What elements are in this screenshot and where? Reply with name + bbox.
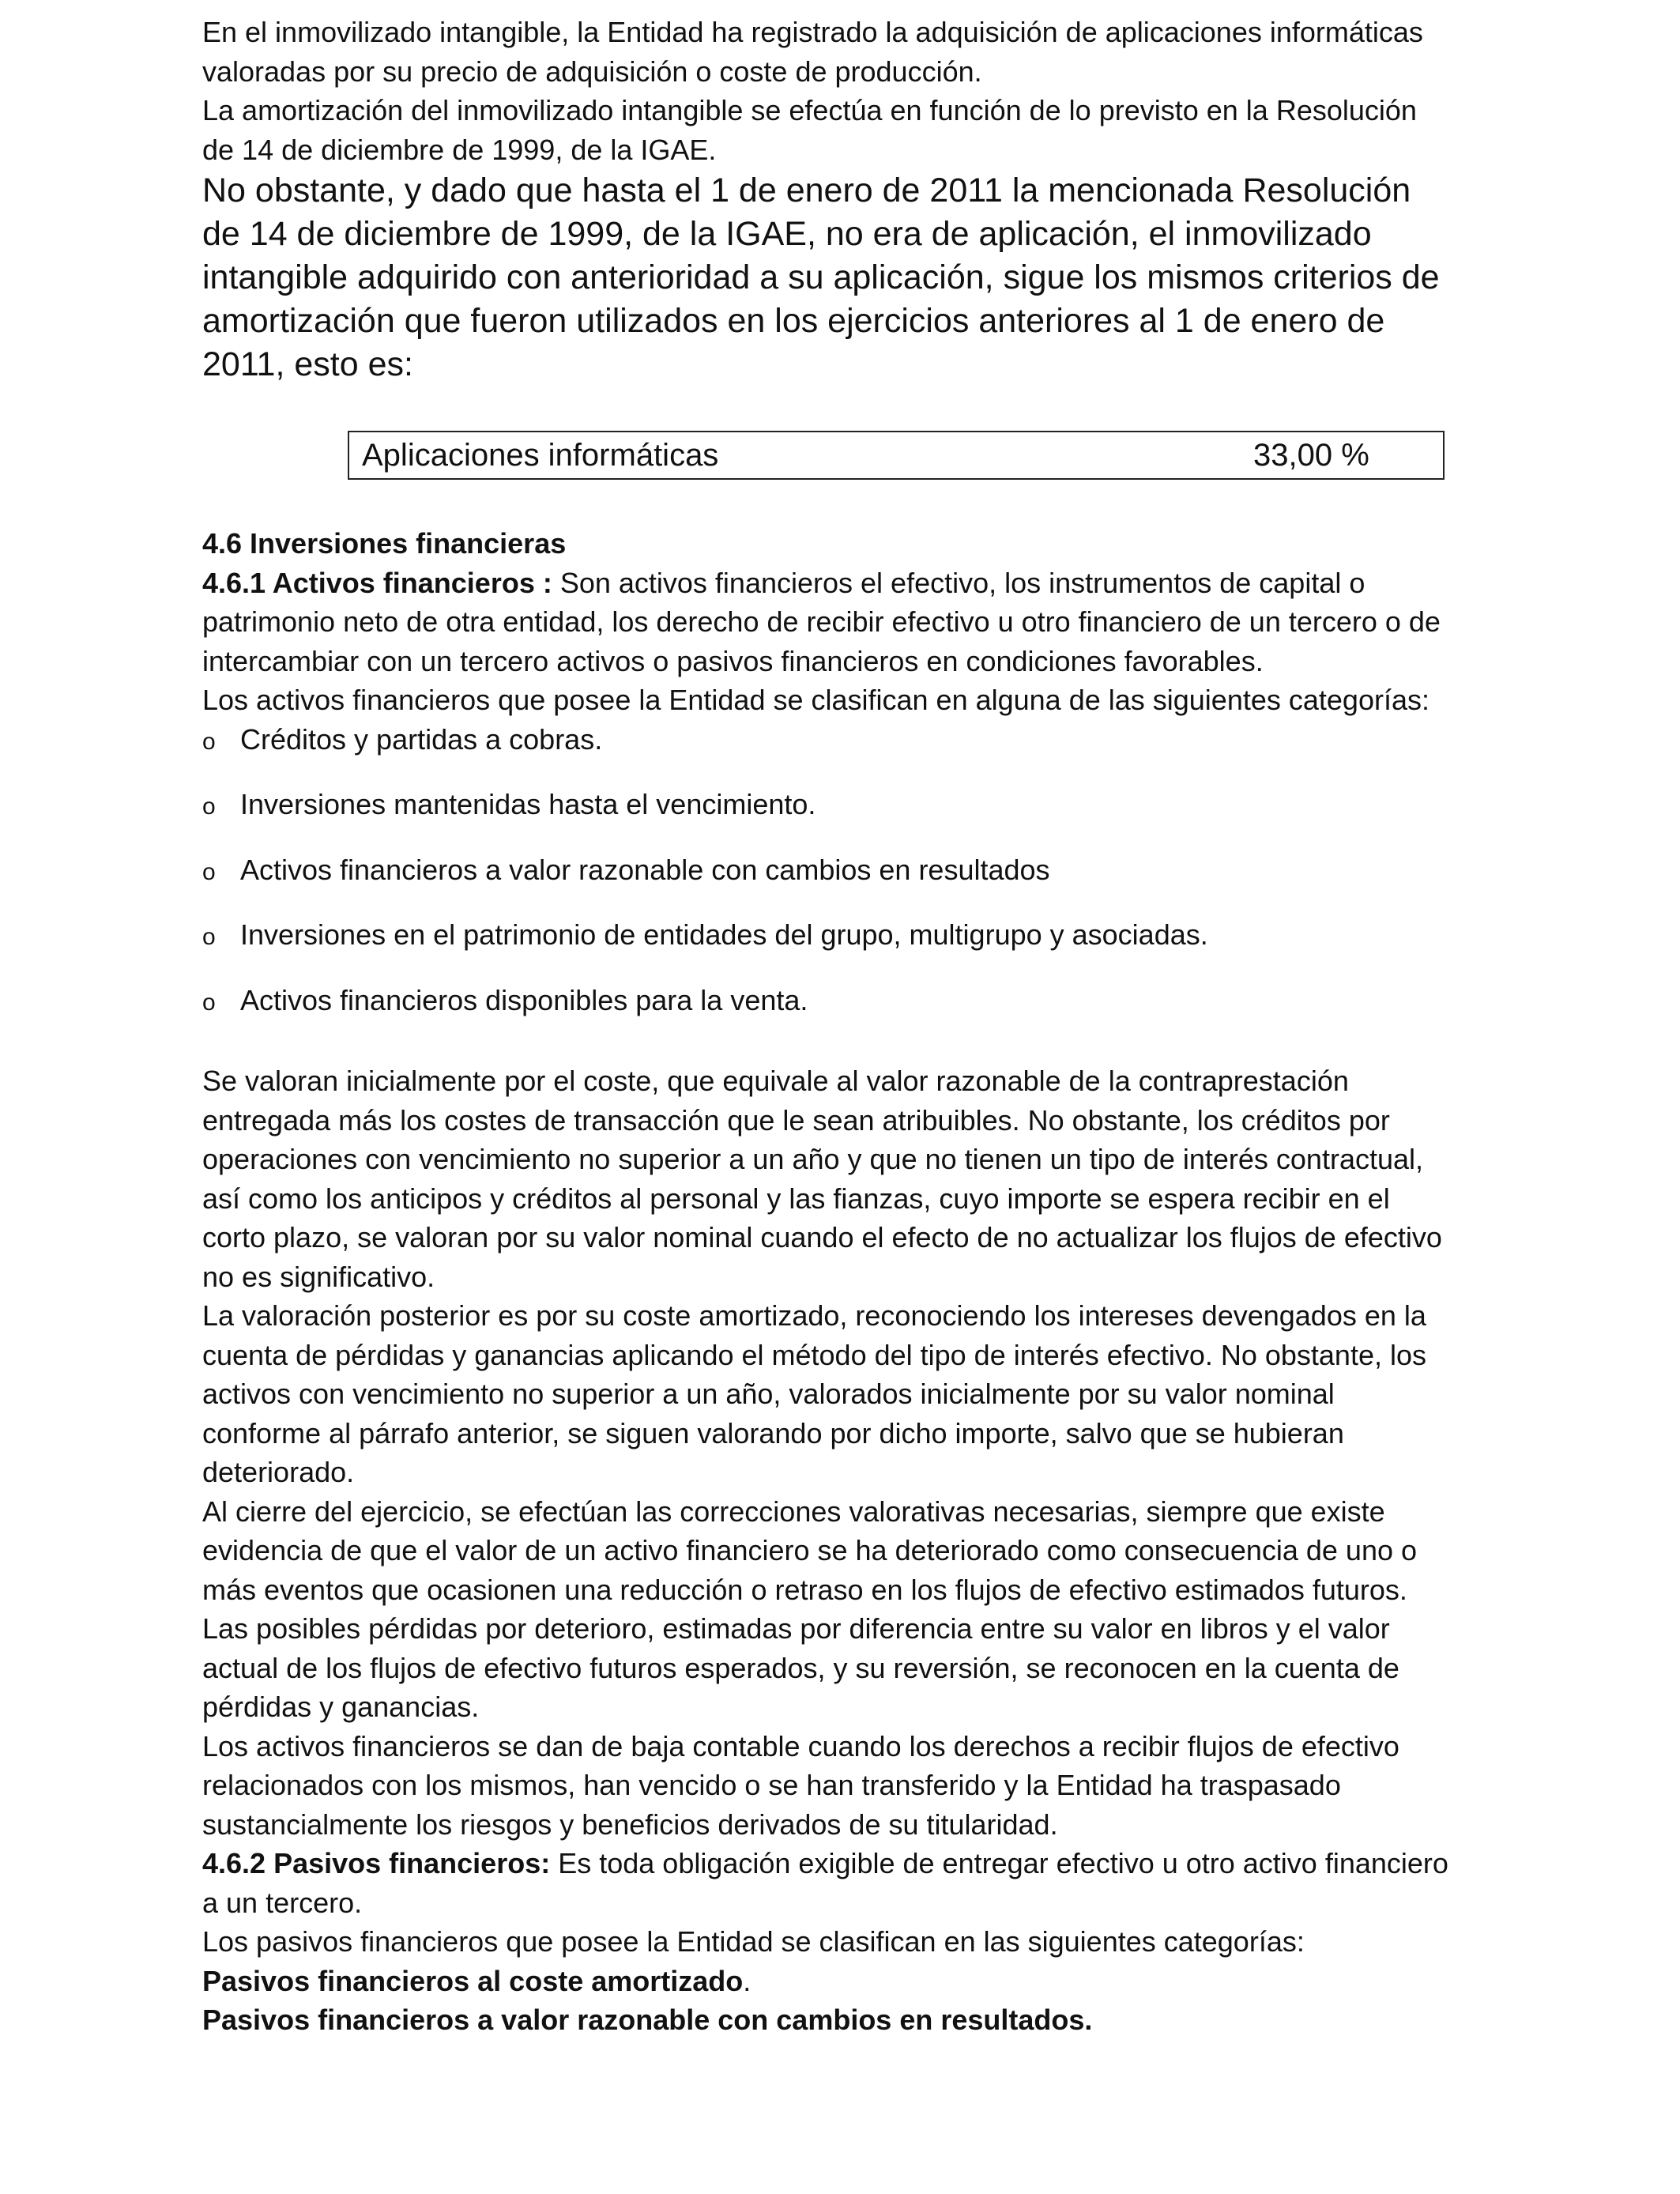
liability-category-amortized-cost bbox=[202, 1962, 1451, 2001]
derecognition-paragraph: Los activos financieros se dan de baja contable cuando los derechos a recibir flujos de efectivo relacionados con los mismos, han vencido o se han transferido y la Entidad ha traspasado sustancialmente los riesgos y beneficios derivados de su titularidad. bbox=[202, 1729, 1399, 1841]
list-item-text: Inversiones en el patrimonio de entidades del grupo, multigrupo y asociadas. bbox=[240, 918, 1208, 951]
initial-valuation-paragraph: Se valoran inicialmente por el coste, que equivale al valor razonable de la contraprestación entregada más los costes de transacción que le sean atribuibles. No obstante, los créditos por operaciones con vencimiento no superior a un año y que no tienen un tipo de interés contractual, así como los anticipos y créditos al personal y las fianzas, cuyo importe se espera recibir en el corto plazo, se valoran por su valor nominal cuando el efecto de no actualizar los flujos de efectivo no es significativo. bbox=[202, 1065, 1442, 1293]
rate-table-label: Aplicaciones informáticas bbox=[362, 437, 719, 473]
liability-categories-intro: Los pasivos financieros que posee la Entidad se clasifican en las siguientes categorías: bbox=[202, 1925, 1305, 1958]
rate-table-value: 33,00 % bbox=[1253, 437, 1369, 473]
financial-assets-definition bbox=[202, 564, 1451, 681]
financial-liabilities-definition bbox=[202, 1844, 1451, 1922]
bullet-circle-icon: o bbox=[202, 728, 216, 755]
liability-category-label: Pasivos financieros al coste amortizado bbox=[202, 1964, 744, 1997]
list-item-text: Créditos y partidas a cobras. bbox=[240, 722, 603, 756]
transitional-criteria-paragraph: No obstante, y dado que hasta el 1 de enero de 2011 la mencionada Resolución de 14 de diciembre de 1999, de la IGAE, no era de aplicación, el inmovilizado intangible adquirido con anterioridad a su aplicación, sigue los mismos criterios de amortización que fueron utilizados en los ejercicios anteriores al 1 de enero de 2011, esto es: bbox=[202, 172, 1440, 383]
bullet-circle-icon: o bbox=[202, 794, 216, 820]
subsequent-valuation-paragraph: La valoración posterior es por su coste amortizado, reconociendo los intereses devengados en la cuenta de pérdidas y ganancias aplicando el método del tipo de interés efectivo. No obstante, los activos con vencimiento no superior a un año, valorados inicialmente por su valor nominal conforme al párrafo anterior, se siguen valorando por dicho importe, salvo que se hubieran deteriorado. bbox=[202, 1299, 1427, 1488]
list-item-text: Activos financieros a valor razonable con cambios en resultados bbox=[240, 853, 1050, 886]
list-item bbox=[202, 915, 1451, 957]
bullet-circle-icon: o bbox=[202, 858, 216, 885]
amortization-rate-table bbox=[348, 431, 1445, 480]
liability-category-fair-value: Pasivos financieros a valor razonable con cambios en resultados. bbox=[202, 2004, 1093, 2036]
list-item bbox=[202, 785, 1451, 827]
bullet-circle-icon: o bbox=[202, 924, 216, 950]
subsection-heading-4-6-1: 4.6.1 Activos financieros : bbox=[202, 566, 552, 599]
liability-category-trailing: . bbox=[743, 1964, 751, 1997]
list-item-text: Inversiones mantenidas hasta el vencimiento. bbox=[240, 788, 816, 820]
asset-categories-list bbox=[202, 720, 1451, 1023]
list-item bbox=[202, 850, 1451, 892]
financial-liabilities-definition-text: Es toda obligación exigible de entregar efectivo u otro activo financiero a un tercero. bbox=[202, 1847, 1448, 1919]
document-page bbox=[202, 13, 1451, 2040]
list-item bbox=[202, 720, 1451, 762]
subsection-heading-4-6-2: 4.6.2 Pasivos financieros: bbox=[202, 1847, 551, 1879]
intro-paragraph-amortization: La amortización del inmovilizado intangible se efectúa en función de lo previsto en la Resolución de 14 de diciembre de 1999, de la IGAE. bbox=[202, 94, 1417, 166]
section-heading-4-6: 4.6 Inversiones financieras bbox=[202, 527, 567, 560]
impairment-paragraph: Al cierre del ejercicio, se efectúan las correcciones valorativas necesarias, siempre que existe evidencia de que el valor de un activo financiero se ha deteriorado como consecuencia de uno o más eventos que ocasionen una reducción o retraso en los flujos de efectivo estimados futuros. Las posibles pérdidas por deterioro, estimadas por diferencia entre su valor en libros y el valor actual de los flujos de efectivo futuros esperados, y su reversión, se reconocen en la cuenta de pérdidas y ganancias. bbox=[202, 1495, 1418, 1723]
financial-assets-definition-text: Son activos financieros el efectivo, los instrumentos de capital o patrimonio neto de otra entidad, los derecho de recibir efectivo u otro financiero de un tercero o de intercambiar con un tercero activos o pasivos financieros en condiciones favorables. bbox=[202, 566, 1441, 677]
asset-categories-intro: Los activos financieros que posee la Entidad se clasifican en alguna de las siguientes categorías: bbox=[202, 684, 1430, 716]
list-item bbox=[202, 981, 1451, 1023]
list-item-text: Activos financieros disponibles para la venta. bbox=[240, 983, 808, 1016]
intro-paragraph-acquisition: En el inmovilizado intangible, la Entidad ha registrado la adquisición de aplicaciones informáticas valoradas por su precio de adquisición o coste de producción. bbox=[202, 16, 1423, 88]
bullet-circle-icon: o bbox=[202, 989, 216, 1016]
